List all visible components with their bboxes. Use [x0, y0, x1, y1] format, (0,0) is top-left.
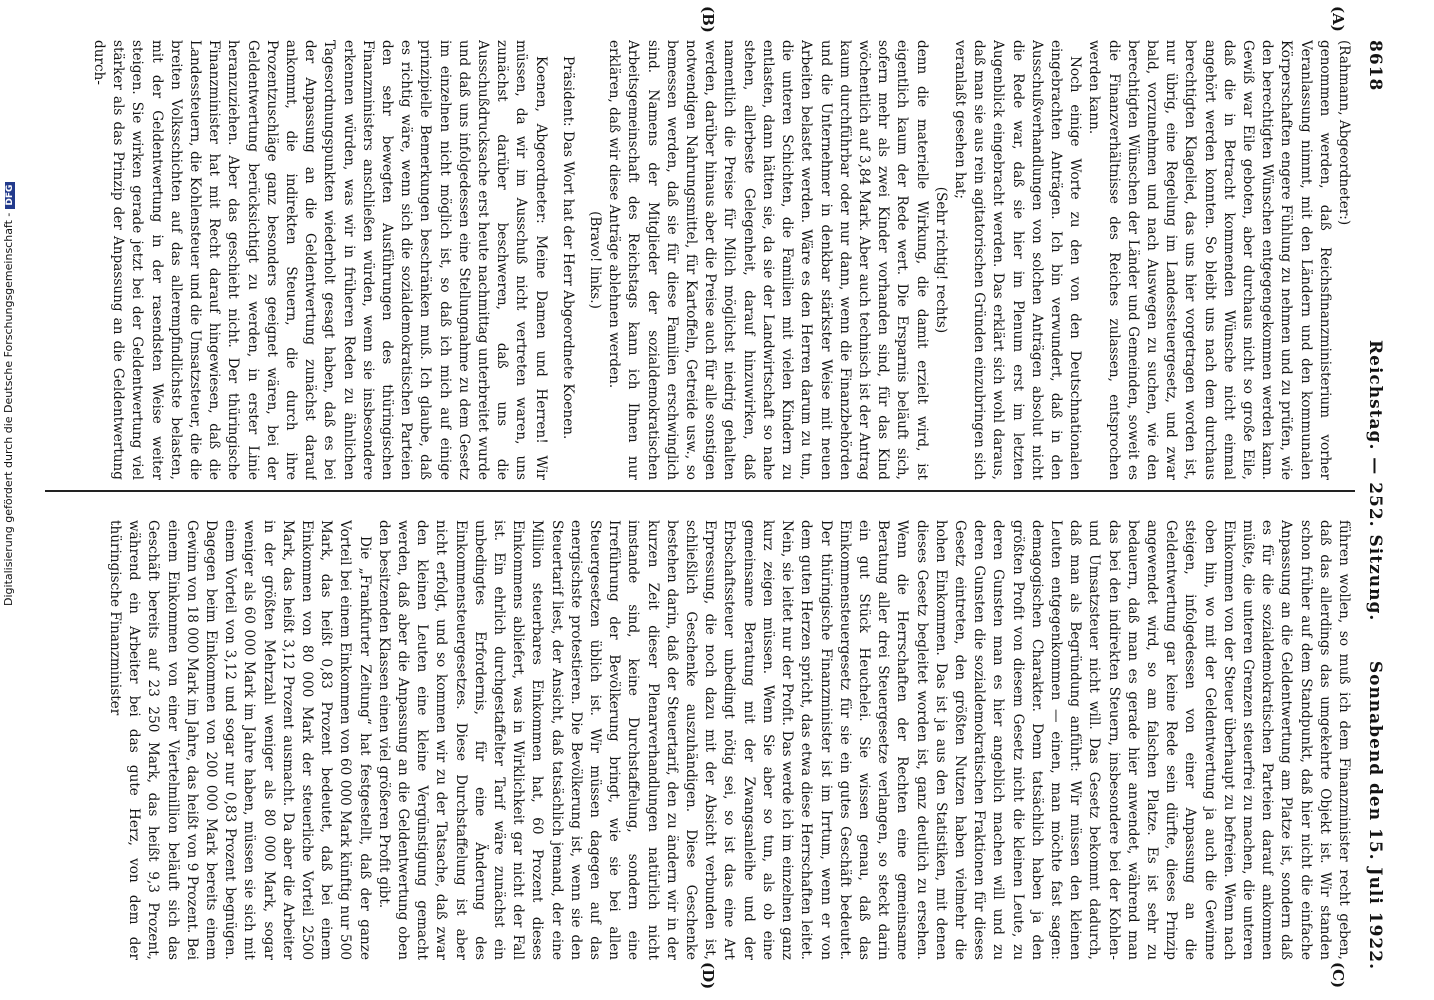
session-title: Reichstag. — 252. Sitzung.: [1365, 340, 1385, 622]
right-column: [43, 520, 1353, 960]
credit-text: Digitalisierung gefördert durch die Deutsche Forschungsgemeinschaft -: [2, 212, 15, 606]
speaker-tag: (Rahmann, Abgeordneter:): [1336, 40, 1352, 226]
digitization-credit: [2, 184, 16, 606]
paragraph: Die „Frankfurter Zeitung“ hat festgestellt, daß der ganze Vorteil bei einem Einkommen von 60 000 Mark künftig nur 500 Mark, das heißt 0,83 Prozent bedeutet, daß bei einem Einkommen von 80 000 Mark der steuerliche Vorteil 2500 Mark, das heißt 3,12 Prozent ausmacht. Da aber die Arbeiter in der größten Mehrzahl weniger als 80 000 Mark, sogar weniger als 60 000 Mark im Jahre haben, müssen sie sich mit einem Vorteil von 3,12 und sogar nur 0,83 Prozent begnügen. Dagegen beim Einkommen von 200 000 Mark bereits einem Gewinn von 18 000 Mark im Jahre, das heißt von 9 Prozent. Bei einem Einkommen von einer Viertelmillion beläuft sich das Geschäft bereits auf 23 250 Mark, das heißt 9,3 Prozent, während ein Arbeiter bei das gute Herz, von dem der thüringische Finanzminister: [107, 520, 373, 960]
stage-direction: (Bravo! links.): [587, 211, 604, 309]
paragraph: Koenen, Abgeordneter: Meine Damen und Herren! Wir müssen, da wir im Ausschuß nicht vertreten waren, uns zunächst darüber beschweren, daß uns die Ausschußdrucksache erst heute nachmittag unterbreitet wurde und daß uns infolgedessen eine Stellungnahme zu dem Gesetz im einzelnen nicht möglich ist, so daß ich mich auf einige prinzipielle Bemerkungen beschränken muß. Ich glaube, daß es richtig wäre, wenn sich die sozialdemokratischen Parteien den sehr bewegten Ausführungen des thüringischen Finanzministers anschließen würden, wenn sie insbesondere erkennen würden, was wir in früheren Reden zu ähnlichen Tagesordnungspunkten wiederholt gesagt haben, daß es bei der Anpassung an die Geldentwertung zunächst darauf ankommt, die indirekten Steuern, die durch ihre Prozentzuschläge ganz besonders geeignet wären, bei der Geldentwertung berücksichtigt zu werden, in erster Linie heranzuziehen. Aber das geschieht nicht. Der thüringische Finanzminister hat mit Recht darauf hingewiesen, daß die Landessteuern, die Kohlensteuer und die Umsatzsteuer, die die breiten Volksschichten auf das allerempfindlichste belasten, mit der Geldentwertung in der rasendsten Weise weiter steigen. Sie wirken gerade jetzt bei der Geldentwertung viel stärker als das Prinzip der Anpassung an die Geldentwertung durch-: [91, 40, 549, 480]
margin-mark-b: (B): [699, 6, 717, 33]
paragraph: denn die materielle Wirkung, die damit erzielt wird, ist eigentlich kaum der Rede wert. Die Ersparnis beläuft sich, sofern mehr als zwei Kinder vorhanden sind, für das Kind wöchentlich auf 3,84 Mark. Aber auch technisch ist der Antrag kaum durchführbar oder nur dann, wenn die Finanzbehörden und die Unternehmer in denkbar stärkster Weise mit neuen Arbeiten belastet werden. Wäre es den Herren darum zu tun, die unteren Schichten, die Familien mit vielen Kindern zu entlasten, dann hätten sie, da sie der Landwirtschaft so nahe stehen, allerbeste Gelegenheit, darauf hinzuwirken, daß namentlich die Preise für Milch möglichst niedrig gehalten werden, darüber hinaus aber die Preise auch für alle sonstigen notwendigen Nahrungsmittel, für Kartoffeln, Getreide usw., so bemessen werden, daß sie für diese Familien erschwinglich sind. Namens der Mitglieder der sozialdemokratischen Arbeitsgemeinschaft des Reichstags kann ich Ihnen nur erklären, daß wir diese Anträge ablehnen werden.: [606, 40, 930, 480]
rotated-page-content: [17, 0, 1417, 1000]
paragraph: genommen werden, daß Reichsfinanzministerium vorher Veranlassung nimmt, mit den Ländern und den kommunalen Körperschaften engere Fühlung zu nehmen und zu prüfen, wie den berechtigten Wünschen entgegengekommen werden kann. Gewiß war Eile geboten, aber durchaus nicht so große Eile, daß die in Betracht kommenden Wünsche nicht einmal angehört werden konnten. So bleibt uns nach dem durchaus berechtigten Klagelied, das uns hier vorgetragen worden ist, nur übrig, eine Regelung im Landessteuergesetz, und zwar bald, vorzunehmen und nach Auswegen zu suchen, wie den berechtigten Wünschen der Länder und Gemeinden, soweit es die Finanzverhältnisse des Reiches zulassen, entsprochen werden kann.: [1086, 40, 1333, 480]
left-column: [43, 40, 1353, 480]
page-number: 8618: [1365, 40, 1385, 92]
stage-direction: (Sehr richtig! rechts): [932, 186, 949, 334]
dfg-logo: DFG: [5, 182, 15, 209]
president-remark: Präsident: Das Wort hat der Herr Abgeordnete Koenen.: [559, 56, 576, 440]
paragraph: führen wollen, so muß ich dem Finanzminister recht geben, daß das allerdings das umgekehrte Objekt ist. Wir standen schon früher auf dem Standpunkt, daß hier nicht die einfache Anpassung an die Geldentwertung am Platze ist, sondern daß es für die sozialdemokratischen Parteien darauf ankommen müßte, die unteren Grenzen steuerfrei zu machen, die unteren Einkommen von der Steuer überhaupt zu befreien. Wenn nach oben hin, wo mit der Geldentwertung ja auch die Gewinne steigen, infolgedessen von einer Anpassung an die Geldentwertung gar keine Rede sein dürfte, dieses Prinzip angewendet wird, so am falschen Platze. Es ist sehr zu bedauern, daß man es gerade hier anwendet, während man das bei den indirekten Steuern, insbesondere bei der Kohlen- und Umsatzsteuer nicht will. Das Gesetz bekommt dadurch, daß man als Begründung anführt: Wir müssen den kleinen Leuten entgegenkommen — einen, man möchte fast sagen: demagogischen Charakter. Denn tatsächlich haben ja den größten Profit von diesem Gesetz nicht die kleinen Leute, zu deren Gunsten man es hier angeblich machen will und zu deren Gunsten die sozialdemokratischen Fraktionen für dieses Gesetz eintreten, den größten Nutzen haben vielmehr die hohen Einkommen. Das ist ja aus den Statistiken, mit denen dieses Gesetz begleitet worden ist, ganz deutlich zu ersehen. Wenn die Herrschaften der Rechten eine gemeinsame Beratung aller drei Steuergesetze verlangen, so steckt darin ein gut Stück Heuchelei. Sie wissen genau, daß das Einkommensteuergesetz für sie ein gutes Geschäft bedeutet. Der thüringische Finanzminister ist im Irrtum, wenn er von dem guten Herzen spricht, das etwa diese Herrschaften leitet. Nein, sie leitet nur der Profit. Das werde ich im einzelnen ganz kurz zeigen müssen. Wenn Sie aber so tun, als ob eine gemeinsame Beratung mit der Zwangsanleihe und der Erbschaftssteuer unbedingt nötig sei, so ist das eine Art Erpressung, die noch dazu mit der Absicht verbunden ist, schließlich Geschenke auszuhändigen. Diese Geschenke bestehen darin, daß der Steuertarif, den zu ändern wir in der kurzen Zeit dieser Plenarverhandlungen natürlich nicht imstande sind, keine Durchstaffelung, sondern eine Irreführung der Bevölkerung bringt, wie sie bei allen Steuergesetzen üblich ist. Wir müssen dagegen auf das energischste protestieren. Die Bevölkerung ist, wenn sie den Steuertarif liest, der Ansicht, daß tatsächlich jemand, der eine Million steuerbares Einkommen hat, 60 Prozent dieses Einkommens abliefert, was in Wirklichkeit gar nicht der Fall ist. Ein ehrlich durchgestaffelter Tarif wäre zunächst ein unbedingtes Erfordernis, für eine Änderung des Einkommensteuergesetzes. Diese Durchstaffelung ist aber nicht erfolgt, und so kommen wir zu der Tatsache, daß zwar den kleinen Leuten eine kleine Vergünstigung gemacht werden, daß aber die Anpassung an die Geldentwertung oben den besitzenden Klassen einen viel größeren Profit gibt.: [375, 520, 1352, 960]
session-date: Sonnabend den 15. Juli 1922.: [1365, 660, 1385, 970]
paragraph: Noch einige Worte zu den von den Deutschnationalen eingebrachten Anträgen. Ich bin verwundert, daß in den Ausschußverhandlungen von solchen Anträgen absolut nicht die Rede war, daß sie hier im Plenum erst im letzten Augenblick eingebracht werden. Das erklärt sich wohl daraus, daß man sie aus rein agitatorischen Gründen einzubringen sich veranlaßt gesehen hat;: [951, 40, 1084, 480]
page-header: [1359, 40, 1385, 970]
margin-mark-a: (A): [1329, 6, 1347, 32]
margin-mark-c: (C): [1329, 962, 1347, 989]
margin-mark-d: (D): [699, 962, 717, 990]
column-divider: [45, 490, 1355, 492]
